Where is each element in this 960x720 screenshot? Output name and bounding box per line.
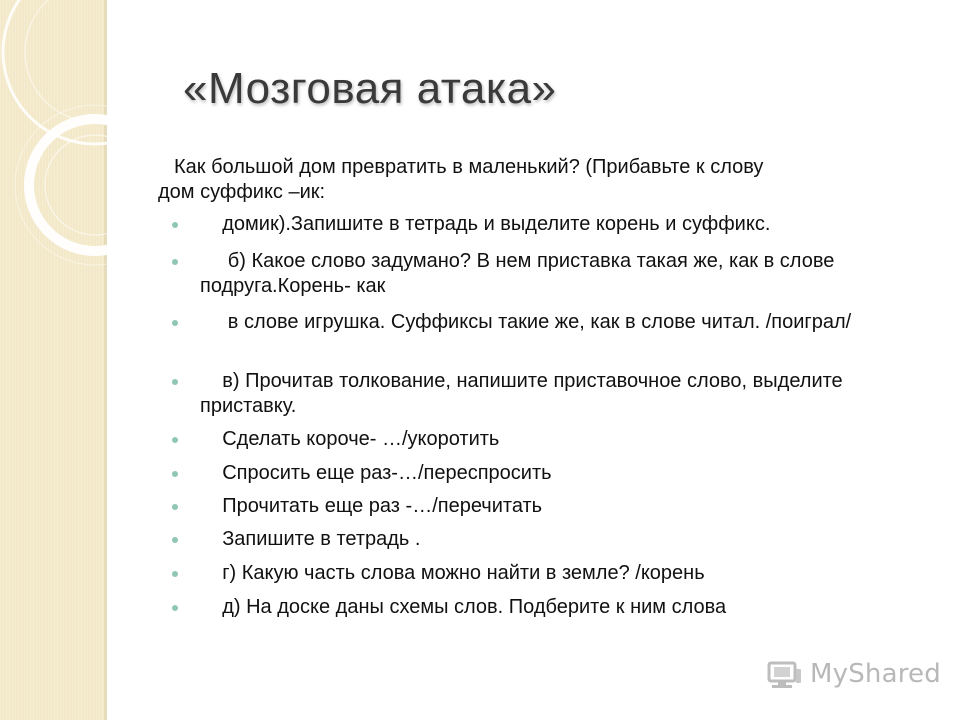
bullet-text: д) На доске даны схемы слов. Подберите к ним слова <box>200 596 727 618</box>
intro-line-1: Как большой дом превратить в маленький? (Прибавьте к слову <box>174 156 764 178</box>
bullet-icon <box>172 471 178 477</box>
bullet-icon <box>172 259 178 265</box>
bullet-text: в) Прочитав толкование, напишите приставочное слово, выделите приставку. <box>200 370 849 417</box>
myshared-logo-icon <box>766 659 804 689</box>
bullet-text: домик).Запишите в тетрадь и выделите корень и суффикс. <box>200 213 771 235</box>
bullet-icon <box>172 504 178 510</box>
watermark-text: MyShared <box>810 659 941 689</box>
bullet-item <box>168 494 928 519</box>
intro-text <box>158 155 918 205</box>
bullet-item <box>168 427 928 452</box>
bullet-text: г) Какую часть слова можно найти в земле? /корень <box>200 562 705 584</box>
myshared-watermark[interactable] <box>766 657 941 691</box>
bullet-text: Спросить еще раз-…/переспросить <box>200 462 552 484</box>
bullet-icon <box>172 605 178 611</box>
slide-title: «Мозговая атака» <box>183 64 557 113</box>
bullet-icon <box>172 379 178 385</box>
bullet-item <box>168 461 928 486</box>
bullet-item <box>168 310 928 335</box>
bullet-item <box>168 369 928 419</box>
bullet-icon <box>172 437 178 443</box>
bullet-text: Запишите в тетрадь . <box>200 528 421 550</box>
bullet-item <box>168 561 928 586</box>
bullet-text: в слове игрушка. Суффиксы такие же, как в слове читал. /поиграл/ <box>200 311 852 333</box>
bullet-icon <box>172 537 178 543</box>
bullet-icon <box>172 222 178 228</box>
bullet-item <box>168 527 928 552</box>
bullet-icon <box>172 320 178 326</box>
bullet-text: б) Какое слово задумано? В нем приставка такая же, как в слове подруга.Корень- как <box>200 250 840 297</box>
bullet-text: Сделать короче- …/укоротить <box>200 428 500 450</box>
bullet-icon <box>172 571 178 577</box>
intro-line-2: дом суффикс –ик: <box>158 181 326 203</box>
bullet-item <box>168 249 928 299</box>
bullet-text: Прочитать еще раз -…/перечитать <box>200 495 543 517</box>
bullet-item <box>168 212 928 237</box>
bullet-item <box>168 595 928 620</box>
